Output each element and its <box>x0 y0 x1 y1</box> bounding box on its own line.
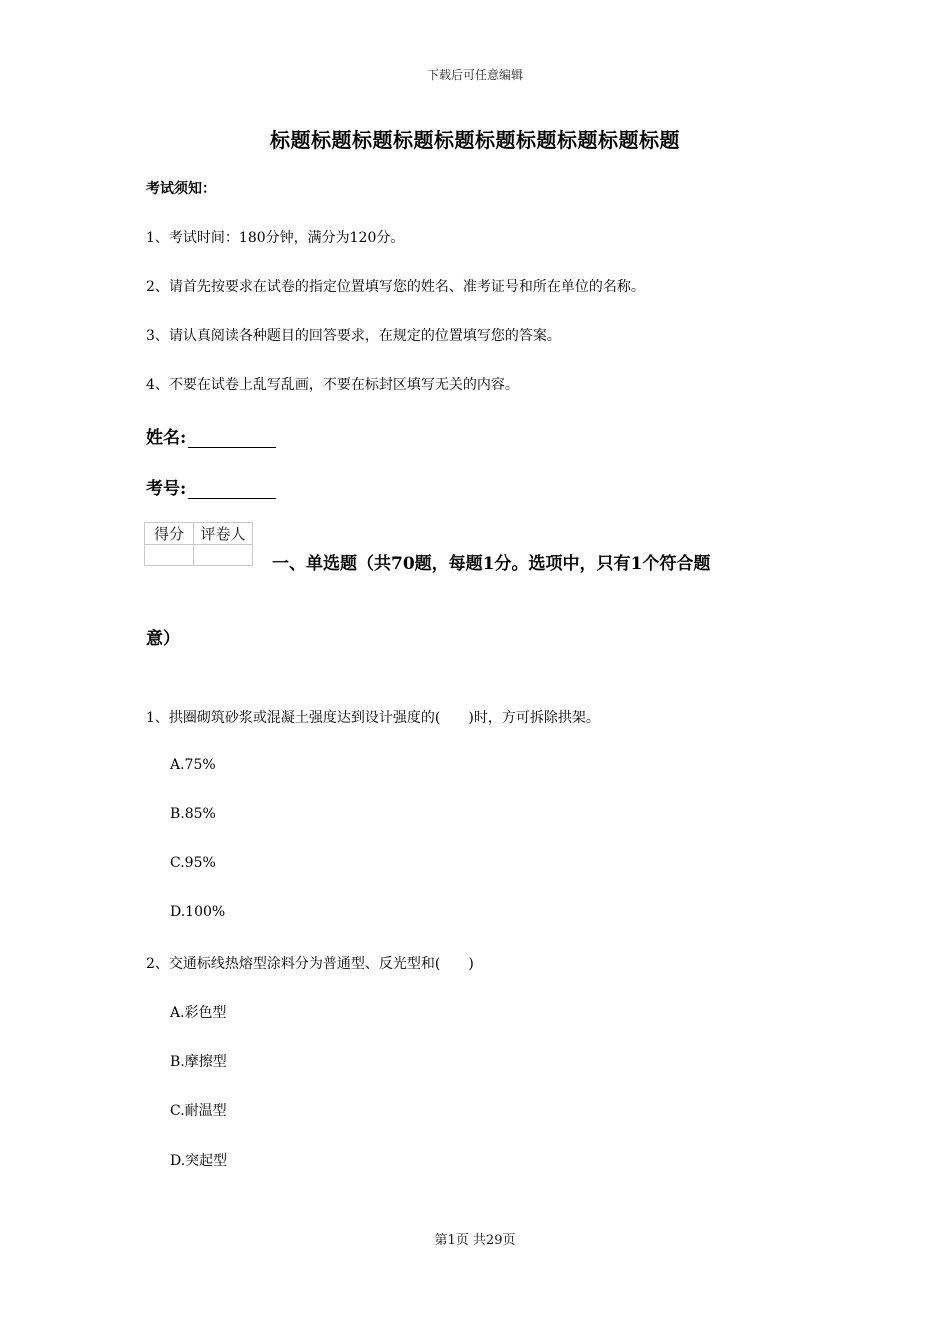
score-header: 得分 <box>145 523 194 545</box>
question-2-option-d[interactable]: D.突起型 <box>170 1153 228 1169</box>
document-title: 标题标题标题标题标题标题标题标题标题标题 <box>270 128 680 152</box>
header-note: 下载后可任意编辑 <box>426 68 523 82</box>
name-blank-line[interactable] <box>188 429 276 448</box>
section-heading-continued: 意） <box>146 629 180 649</box>
instruction-item: 4、不要在试卷上乱写乱画，不要在标封区填写无关的内容。 <box>146 377 519 393</box>
id-label: 考号: <box>146 479 187 499</box>
page-footer: 第1页 共29页 <box>434 1233 516 1248</box>
score-table <box>144 522 253 566</box>
grader-cell[interactable] <box>194 545 253 566</box>
instruction-item: 1、考试时间：180分钟，满分为120分。 <box>146 230 405 246</box>
section-heading: 一、单选题（共70题，每题1分。选项中，只有1个符合题 <box>272 554 711 574</box>
instruction-item: 2、请首先按要求在试卷的指定位置填写您的姓名、准考证号和所在单位的名称。 <box>146 279 645 295</box>
instructions-label: 考试须知： <box>146 181 216 197</box>
grader-header: 评卷人 <box>194 523 253 545</box>
question-2-option-b[interactable]: B.摩擦型 <box>170 1054 227 1070</box>
question-1-option-c[interactable]: C.95% <box>170 855 216 871</box>
question-1-option-b[interactable]: B.85% <box>170 806 216 822</box>
instruction-item: 3、请认真阅读各种题目的回答要求，在规定的位置填写您的答案。 <box>146 328 561 344</box>
question-2-option-a[interactable]: A.彩色型 <box>170 1005 227 1021</box>
name-label: 姓名: <box>146 428 187 448</box>
question-2: 2、交通标线热熔型涂料分为普通型、反光型和( ) <box>146 956 474 972</box>
score-table-blank-row <box>145 545 253 566</box>
question-2-option-c[interactable]: C.耐温型 <box>170 1103 227 1119</box>
question-1: 1、拱圈砌筑砂浆或混凝土强度达到设计强度的( )时，方可拆除拱架。 <box>146 710 600 726</box>
score-cell[interactable] <box>145 545 194 566</box>
id-field <box>146 474 276 499</box>
name-field <box>146 423 276 448</box>
id-blank-line[interactable] <box>188 480 276 499</box>
question-1-option-d[interactable]: D.100% <box>170 904 226 920</box>
question-1-option-a[interactable]: A.75% <box>170 757 216 773</box>
score-table-header-row <box>145 523 253 545</box>
